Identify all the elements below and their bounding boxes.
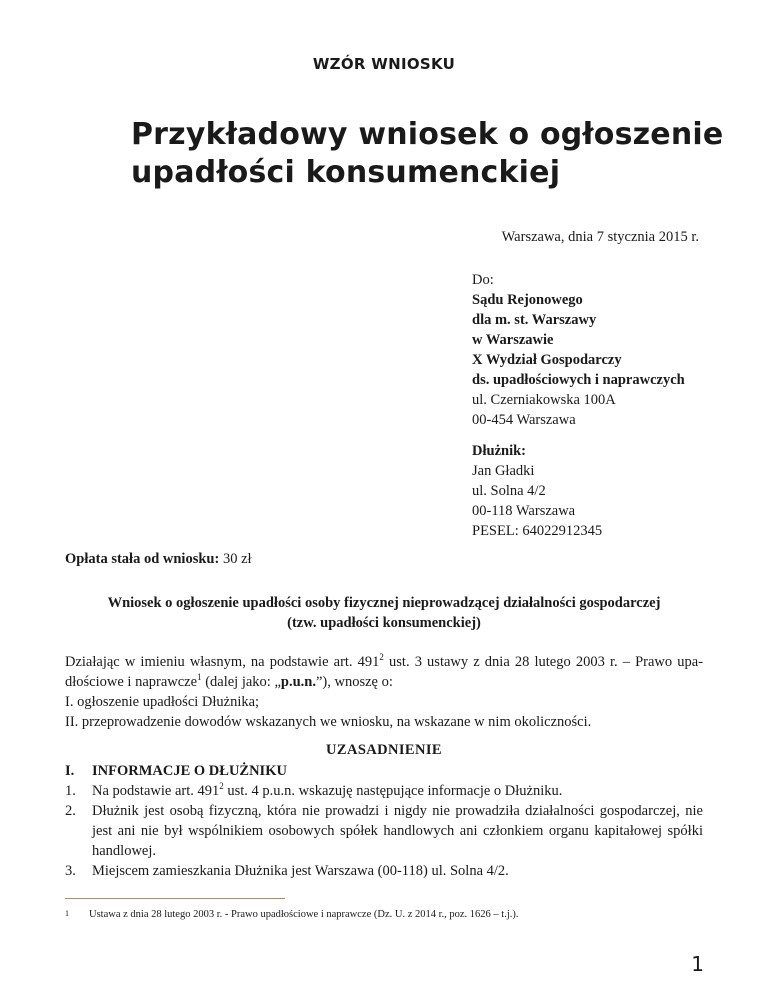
intro-paragraph xyxy=(65,652,703,732)
request-item-2: II. przeprowadzenie dowodów wskazanych we wniosku, na wskazane w nim okoliczności. xyxy=(65,714,592,730)
addressee-label: Do: xyxy=(472,272,494,288)
list-item: 1. Na podstawie art. $491^2$ ust. 4 p.u.n. wskazuję następujące informacje o Dłużniku. xyxy=(65,781,563,799)
page-number: 1 xyxy=(691,952,704,976)
addressee-line: ds. upadłościowych i naprawczych xyxy=(472,372,685,388)
debtor-line: ul. Solna 4/2 xyxy=(472,483,546,499)
intro-text: Działając w imieniu własnym, na podstawie art. $491^2$ ust. 3 ustawy z dnia 28 lutego 2003 r. – Prawo upa-dłościowe i naprawcze$^1$ (dalej jako: „p.u.n.”), wnoszę o: xyxy=(65,652,703,690)
footnote-ref: 1 xyxy=(197,672,202,683)
footnote-number: 1 xyxy=(65,909,69,918)
addressee-line: Sądu Rejonowego xyxy=(472,292,583,308)
debtor-label: Dłużnik: xyxy=(472,443,526,459)
addressee-line: X Wydział Gospodarczy xyxy=(472,352,622,368)
debtor-line: 00-118 Warszawa xyxy=(472,503,576,519)
footnote xyxy=(65,909,519,920)
list-item: 2. Dłużnik jest osobą fizyczną, która nie prowadzi i nigdy nie prowadziła działalności gospodarczej, nie jest ani nie był wspólnikiem osobowych spółek handlowych ani członkiem organu kapitałowej spółki handlowej. xyxy=(65,803,703,859)
addressee-line: dla m. st. Warszawy xyxy=(472,312,597,328)
request-item-1: I. ogłoszenie upadłości Dłużnika; xyxy=(65,694,260,710)
justification-heading: UZASADNIENIE xyxy=(326,742,442,758)
debtor-info-section xyxy=(65,761,703,881)
list-item: 3. Miejscem zamieszkania Dłużnika jest Warszawa (00-118) ul. Solna 4/2. xyxy=(65,863,509,879)
section-heading: I. INFORMACJE O DŁUŻNIKU xyxy=(65,763,287,779)
fee-label: Opłata stała od wniosku: xyxy=(65,551,220,567)
addressee-line: w Warszawie xyxy=(472,332,554,348)
addressee-block xyxy=(472,270,685,430)
debtor-block xyxy=(472,441,602,541)
fee-line xyxy=(65,551,252,568)
dateline: Warszawa, dnia 7 stycznia 2015 r. xyxy=(501,229,699,245)
footnote-divider xyxy=(65,898,285,899)
addressee-line: ul. Czerniakowska 100A xyxy=(472,392,616,408)
subject-heading xyxy=(65,593,703,633)
title-line-2: upadłości konsumenckiej xyxy=(131,155,561,190)
subject-line-2: (tzw. upadłości konsumenckiej) xyxy=(287,615,481,631)
fee-value: 30 zł xyxy=(222,551,252,567)
footnote-text: Ustawa z dnia 28 lutego 2003 r. - Prawo upadłościowe i naprawcze (Dz. U. z 2014 r., poz. 1626 – t.j.). xyxy=(89,909,519,920)
document-kicker: WZÓR WNIOSKU xyxy=(312,55,456,73)
debtor-line: Jan Gładki xyxy=(472,463,535,479)
addressee-line: 00-454 Warszawa xyxy=(472,412,576,428)
title-line-1: Przykładowy wniosek o ogłoszenie xyxy=(131,117,724,152)
debtor-line: PESEL: 64022912345 xyxy=(472,523,603,539)
subject-line-1: Wniosek o ogłoszenie upadłości osoby fizycznej nieprowadzącej działalności gospodarczej xyxy=(107,595,661,611)
document-title xyxy=(131,116,731,192)
